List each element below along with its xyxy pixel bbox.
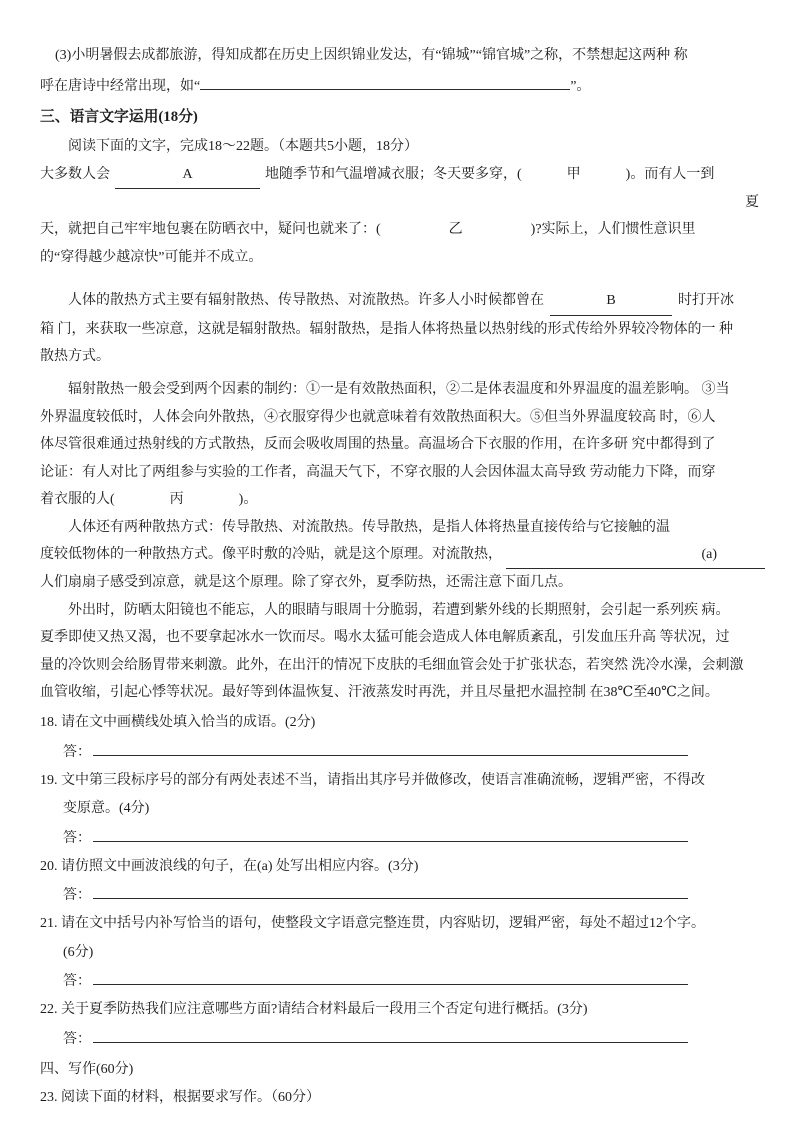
passage-p4-line2	[40, 541, 765, 569]
answer-line	[93, 738, 688, 756]
passage-p4-line1: 人体还有两种散热方式：传导散热、对流散热。传导散热，是指人体将热量直接传给与它接触的温	[68, 519, 670, 535]
passage-p1-line3	[40, 216, 765, 243]
passage-p2-line1	[40, 287, 765, 315]
passage-p1-line1	[40, 161, 765, 189]
blank-jia: 甲	[566, 166, 581, 182]
p1-text-b: 地随季节和气温增减衣服；冬天要多穿，(	[265, 166, 522, 182]
blank-A: A	[115, 161, 260, 189]
answer-label: 答：	[63, 830, 91, 846]
p4-text-a: 度较低物体的一种散热方式。像平时敷的冷贴，就是这个原理。对流散热，	[40, 546, 502, 562]
question-20: 20. 请仿照文中画波浪线的句子，在(a) 处写出相应内容。(3分)	[40, 858, 419, 874]
answer-line	[93, 824, 688, 842]
question-19-line2: 变原意。(4分)	[63, 801, 150, 817]
question-22: 22. 关于夏季防热我们应注意哪些方面?请结合材料最后一段用三个否定句进行概括。(3分)	[40, 1002, 588, 1018]
answer-label: 答：	[63, 1031, 91, 1047]
blank-yi: 乙	[448, 222, 463, 238]
p1-text-d: 天，就把自己牢牢地包裹在防晒衣中，疑问也就来了：(	[40, 222, 381, 238]
question-18: 18. 请在文中画横线处填入恰当的成语。(2分)	[40, 715, 316, 731]
questions-section	[40, 709, 765, 1112]
question-17-item3-line2	[40, 73, 765, 100]
answer-label: 答：	[63, 888, 91, 904]
p3-text-b: )。	[238, 492, 258, 508]
p2-text-a: 人体的散热方式主要有辐射散热、传导散热、对流散热。许多人小时候都曾在	[68, 293, 544, 309]
answer-label: 答：	[63, 974, 91, 990]
passage-p3-line2: 外界温度较低时，人体会向外散热，④衣服穿得少也就意味着有效散热面积大。⑤但当外界温度较高 时，⑥人	[40, 409, 716, 425]
passage-p2-line2: 箱 门，来获取一些凉意，这就是辐射散热。辐射散热，是指人体将热量以热射线的形式传给外界较冷物体的一 种	[40, 321, 733, 337]
item3-line2-closing: ”。	[570, 79, 591, 95]
passage-p3-line1: 辐射散热一般会受到两个因素的制约：①一是有效散热面积，②二是体表温度和外界温度的温差影响。 ③当	[68, 382, 730, 398]
section-3-intro: 阅读下面的文字，完成18～22题。（本题共5小题，18分）	[68, 139, 418, 155]
question-21-answer-row	[40, 967, 765, 996]
p1-text-c: )。而有人一到	[625, 166, 715, 182]
passage-p3-line4: 论证：有人对比了两组参与实验的工作者，高温天气下，不穿衣服的人会因体温太高导致 劳动能力下降，而穿	[40, 464, 716, 480]
section-3-heading: 三、语言文字运用(18分)	[40, 108, 198, 125]
answer-line	[93, 1025, 688, 1043]
question-21-line2: (6分)	[63, 944, 94, 960]
p2-text-b: 时打开冰	[678, 293, 734, 309]
p3-text-a: 着衣服的人(	[40, 492, 115, 508]
p1-text-a: 大多数人会	[40, 166, 110, 182]
passage-p1-line2: 夏	[745, 195, 759, 211]
section-4-heading: 四、写作(60分)	[40, 1061, 134, 1077]
passage-p4-line3: 人们扇扇子感受到凉意，就是这个原理。除了穿衣外，夏季防热，还需注意下面几点。	[40, 575, 572, 591]
passage-p5-line3: 量的冷饮则会给肠胃带来刺激。此外，在出汗的情况下皮肤的毛细血管会处于扩张状态，若突然 洗冷水澡，会刺激	[40, 657, 744, 673]
item3-line2-text: 呼在唐诗中经常出现，如“	[40, 79, 201, 95]
passage-p1-line4: 的“穿得越少越凉快”可能并不成立。	[40, 249, 263, 265]
passage-p5-line4: 血管收缩，引起心悸等状况。最好等到体温恢复、汗液蒸发时再洗，并且尽量把水温控制 在38℃至40℃之间。	[40, 684, 719, 700]
p1-text-e: )?实际上，人们惯性意识里	[530, 222, 696, 238]
question-18-answer-row	[40, 738, 765, 767]
blank-a-line	[506, 541, 765, 569]
blank-a-label: (a)	[701, 546, 717, 562]
passage-p5-line2: 夏季即使又热又渴，也不要拿起冰水一饮而尽。喝水太猛可能会造成人体电解质紊乱，引发血压升高 等状况，过	[40, 630, 730, 646]
passage-p2-line3: 散热方式。	[40, 349, 110, 365]
passage-p3-line3: 体尽管很难通过热射线的方式散热，反而会吸收周围的热量。高温场合下衣服的作用，在许多研 究中都得到了	[40, 437, 716, 453]
question-17-item3-line1: (3)小明暑假去成都旅游，得知成都在历史上因织锦业发达，有“锦城”“锦官城”之称，不禁想起这两种 称	[55, 48, 688, 63]
question-23: 23. 阅读下面的材料，根据要求写作。（60分）	[40, 1090, 320, 1106]
passage-p5-line1: 外出时，防晒太阳镜也不能忘，人的眼睛与眼周十分脆弱，若遭到紫外线的长期照射，会引起一系列疾 病。	[68, 602, 730, 618]
answer-line	[93, 881, 688, 899]
answer-line	[93, 967, 688, 985]
question-21-line1: 21. 请在文中括号内补写恰当的语句，使整段文字语意完整连贯，内容贴切，逻辑严密，每处不超过12个字。	[40, 916, 705, 932]
question-19-answer-row	[40, 824, 765, 853]
blank-bing: 丙	[169, 492, 184, 508]
question-20-answer-row	[40, 881, 765, 910]
question-19-line1: 19. 文中第三段标序号的部分有两处表述不当，请指出其序号并做修改，使语言准确流畅，逻辑严密，不得改	[40, 772, 705, 788]
passage-p3-line5	[40, 486, 765, 513]
blank-B: B	[550, 287, 672, 315]
question-22-answer-row	[40, 1025, 765, 1054]
answer-label: 答：	[63, 744, 91, 760]
fill-in-blank-line	[200, 89, 570, 90]
